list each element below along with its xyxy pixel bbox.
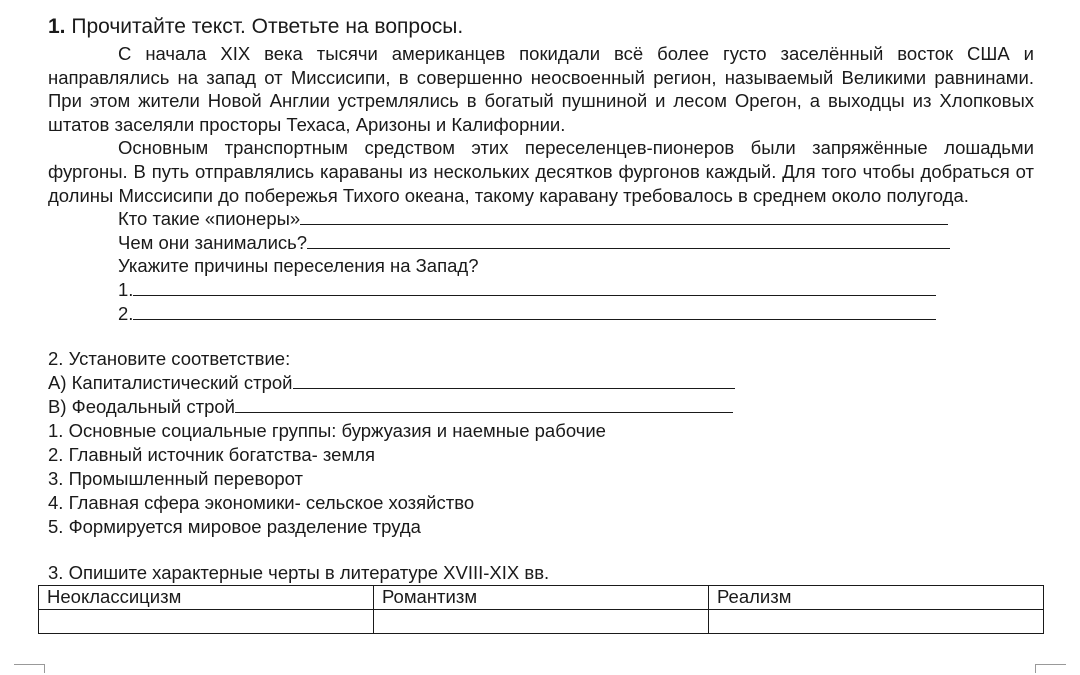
list-item: 1. Основные социальные группы: буржуазия и наемные рабочие [48, 420, 606, 442]
option-b-label: В) Феодальный строй [48, 396, 236, 418]
task2-title: 2. Установите соответствие: [48, 348, 291, 370]
question-occupation [118, 231, 1034, 255]
reason-answer-2-label: 2. [118, 302, 134, 324]
worksheet [48, 14, 1034, 634]
task3-title: 3. Опишите характерные черты в литературе XVIII-XIX вв. [48, 562, 550, 584]
list-item: 4. Главная сфера экономики- сельское хозяйство [48, 492, 475, 514]
task1-paragraph-2: Основным транспортным средством этих переселенцев-пионеров были запряжённые лошадьми фургоны. В путь отправлялись караваны из нескольких десятков фургонов каждый. Для того чтобы добраться от долины Миссисипи до побережья Тихого океана, такому каравану требовалось в среднем около полугода. [48, 137, 1034, 206]
task3-section [48, 561, 1034, 634]
page-corner-right [1035, 664, 1066, 673]
option-a-label: А) Капиталистический строй [48, 372, 293, 394]
page-corner-left [14, 664, 45, 673]
option-b-row [48, 395, 1034, 419]
table-cell-romanticism[interactable] [374, 610, 709, 634]
list-item: 3. Промышленный переворот [48, 468, 304, 490]
answer-blank-option-a[interactable] [293, 374, 735, 389]
task2-section [48, 347, 1034, 539]
answer-blank-pioneers[interactable] [300, 210, 948, 225]
answer-blank-reason-2[interactable] [133, 305, 936, 320]
column-header-neoclassicism: Неоклассицизм [39, 586, 374, 610]
question-pioneers [118, 207, 1034, 231]
list-item: 5. Формируется мировое разделение труда [48, 516, 421, 538]
question-reasons [118, 254, 1034, 278]
table-row [39, 610, 1044, 634]
answer-blank-occupation[interactable] [307, 234, 950, 249]
table-cell-realism[interactable] [709, 610, 1044, 634]
task1-number: 1. [48, 15, 66, 38]
question-reasons-label: Укажите причины переселения на Запад? [118, 255, 479, 277]
table-cell-neoclassicism[interactable] [39, 610, 374, 634]
option-a-row [48, 371, 1034, 395]
question-pioneers-label: Кто такие «пионеры» [118, 208, 301, 230]
column-header-realism: Реализм [709, 586, 1044, 610]
reason-answer-2 [118, 302, 1034, 326]
answer-blank-option-b[interactable] [235, 398, 733, 413]
answer-blank-reason-1[interactable] [133, 281, 936, 296]
task1-paragraph-1: С начала XIX века тысячи американцев покидали всё более густо заселённый восток США и направлялись на запад от Миссисипи, в совершенно неосвоенный регион, называемый Великими равнинами. При этом жители Новой Англии устремлялись в богатый пушниной и лесом Орегон, а выходцы из Хлопковых штатов заселяли просторы Техаса, Аризоны и Калифорнии. [48, 43, 1034, 135]
literature-table [38, 585, 1044, 634]
reason-answer-1 [118, 278, 1034, 302]
question-occupation-label: Чем они занимались? [118, 231, 308, 253]
list-item: 2. Главный источник богатства- земля [48, 444, 376, 466]
table-header-row [39, 586, 1044, 610]
task1-title: Прочитайте текст. Ответьте на вопросы. [71, 15, 464, 38]
reason-answer-1-label: 1. [118, 278, 134, 300]
task1-heading [48, 14, 1034, 40]
column-header-romanticism: Романтизм [374, 586, 709, 610]
